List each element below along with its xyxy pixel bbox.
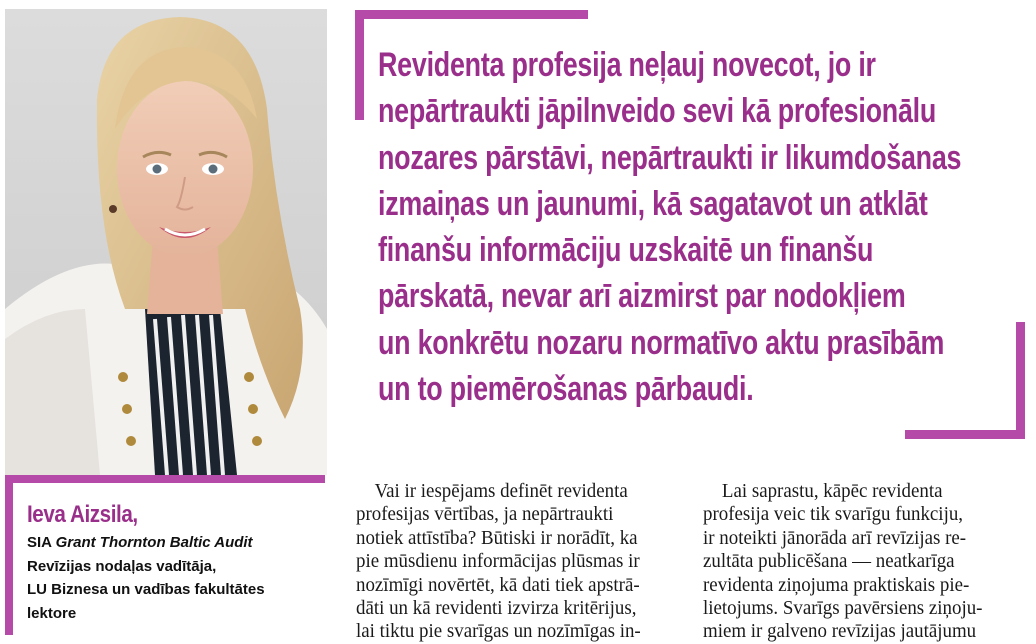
- quote-frame-top: [355, 10, 588, 19]
- quote-frame-left: [355, 10, 364, 120]
- quote-line: Revidenta profesija neļauj novecot, jo ir: [378, 46, 876, 84]
- body-line: miem ir galveno revīzijas jautājumu: [703, 621, 977, 643]
- body-line: Lai saprastu, kāpēc revidenta: [703, 481, 943, 502]
- body-line: nozīmīgi novērtēt, kā dati tiek apstrā-: [356, 574, 640, 596]
- person-role-3: lektore: [27, 604, 77, 622]
- pull-quote: [378, 42, 1018, 412]
- body-line: dāti un kā revidenti izvirza kritērijus,: [356, 598, 637, 620]
- body-column-1: [356, 480, 674, 644]
- body-line: Vai ir iespējams definēt revidenta: [356, 481, 628, 502]
- person-details: [27, 531, 265, 625]
- photo-caption: [5, 475, 325, 635]
- quote-frame-bottom: [905, 430, 1025, 439]
- quote-line: izmaiņas un jaunumi, kā sagatavot un atklāt: [378, 184, 928, 223]
- quote-line: un to piemērošanas pārbaudi.: [378, 370, 754, 409]
- body-line: ir noteikti jānorāda arī revīzijas re-: [703, 527, 967, 549]
- body-line: revidenta ziņojuma praktiskais pie-: [703, 574, 970, 596]
- person-company: SIA Grant Thornton Baltic Audit: [27, 534, 253, 551]
- caption-accent-bar: [5, 475, 325, 483]
- caption-accent-bar-vertical: [5, 475, 13, 635]
- body-line: zultāta publicēšana — neatkarīga: [703, 551, 955, 573]
- portrait-illustration: [5, 9, 327, 475]
- body-line: profesijas vērtības, ja nepārtraukti: [356, 504, 614, 526]
- person-name: Ieva Aizsila,: [27, 501, 138, 528]
- person-role-2: LU Biznesa un vadības fakultātes: [27, 581, 265, 598]
- person-role-1: Revīzijas nodaļas vadītāja,: [27, 557, 217, 575]
- portrait-photo: [5, 9, 327, 475]
- body-column-2: [703, 480, 1025, 644]
- body-line: lietojums. Svarīgs pavērsiens ziņoju-: [703, 598, 983, 620]
- quote-line: nepārtraukti jāpilnveido sevi kā profesionālu: [378, 92, 937, 131]
- quote-line: pārskatā, nevar arī aizmirst par nodokļiem: [378, 277, 906, 316]
- company-name: Grant Thornton Baltic Audit: [55, 534, 253, 551]
- quote-line: un konkrētu nozaru normatīvo aktu prasībām: [378, 323, 945, 362]
- body-line: profesija veic tik svarīgu funkciju,: [703, 504, 964, 526]
- quote-line: finanšu informāciju uzskaitē un finanšu: [378, 231, 874, 270]
- body-line: notiek attīstība? Būtiski ir norādīt, ka: [356, 527, 638, 549]
- quote-line: nozares pārstāvi, nepārtraukti ir likumdošanas: [378, 138, 962, 177]
- body-line: lai tiktu pie svarīgas un nozīmīgas in-: [356, 621, 641, 643]
- body-line: pie mūsdienu informācijas plūsmas ir: [356, 551, 640, 573]
